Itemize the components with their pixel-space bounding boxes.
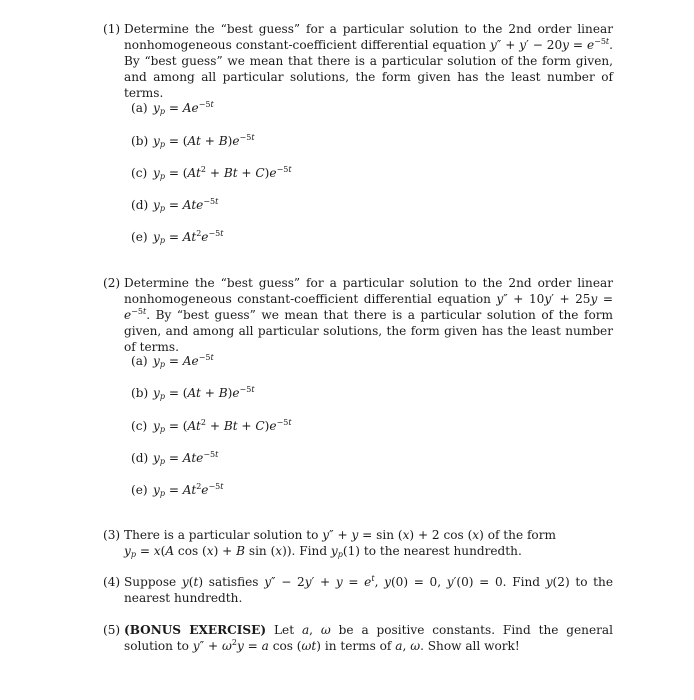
- problem-1-number: (1): [103, 22, 121, 36]
- problem-2-equation: $y'' + 10y' + 25y = e^{-5t}$.: [124, 292, 613, 322]
- problem-1: [103, 21, 613, 101]
- problem-5-text: (BONUS EXERCISE) Let a, ω be a positive constants. Find the general solution to $y'' + \omega^2y = a$ cos (ωt) in terms of a, ω. Show all work!: [124, 623, 613, 653]
- bonus-label: (BONUS EXERCISE): [124, 623, 267, 637]
- problem-1-option-c: (c) $y_p = (At^2 + Bt + C)e^{-5t}$: [131, 165, 292, 181]
- problem-2-option-a: (a) $y_p = Ae^{-5t}$: [131, 353, 214, 369]
- problem-2-number: (2): [103, 276, 121, 290]
- problem-5-equation: $y'' + \omega^2y = a$ cos (ωt): [192, 638, 321, 653]
- problem-3-equation: y″ + y = sin (x) + 2 cos (x): [322, 528, 484, 542]
- problem-3-form: $y_p = x(A$ cos (x) + B sin (x)).: [124, 544, 296, 559]
- problem-1-option-d: (d) $y_p = Ate^{-5t}$: [131, 197, 219, 213]
- problem-2-option-d: (d) $y_p = Ate^{-5t}$: [131, 450, 219, 466]
- problem-4-equation: $y'' - 2y' + y = e^t$, y(0) = 0, y′(0) = 0.: [264, 574, 507, 589]
- problem-2-option-e: (e) $y_p = At^2e^{-5t}$: [131, 482, 224, 498]
- problem-4: [103, 574, 613, 606]
- problem-2-text: Determine the “best guess” for a particular solution to the 2nd order linear nonhomogeneous constant-coefficient differential equation $y'' + 10y' + 25y = e^{-5t}$. By “best guess” we mean that there is a particular solution of the form given, and among all particular solutions, the form given has the least number of terms.: [124, 276, 613, 354]
- problem-5: [103, 622, 613, 654]
- problem-4-text: Suppose y(t) satisfies $y'' - 2y' + y = e^t$, y(0) = 0, y′(0) = 0. Find y(2) to the nearest hundredth.: [124, 574, 613, 605]
- problem-2-option-b: (b) $y_p = (At + B)e^{-5t}$: [131, 385, 255, 401]
- problem-5-number: (5): [103, 623, 121, 637]
- problem-3: [103, 527, 613, 559]
- problem-3-text: There is a particular solution to y″ + y = sin (x) + 2 cos (x) of the form $y_p = x(A$ cos (x) + B sin (x)). Find $y_p(1)$ to the nearest hundredth.: [124, 528, 556, 559]
- problem-1-option-a: (a) $y_p = Ae^{-5t}$: [131, 100, 214, 116]
- problem-2: [103, 275, 613, 355]
- problem-1-text: Determine the “best guess” for a particular solution to the 2nd order linear nonhomogeneous constant-coefficient differential equation $y'' + y' - 20y = e^{-5t}$. By “best guess” we mean that there is a particular solution of the form given, and among all particular solutions, the form given has the least number of terms.: [124, 22, 613, 100]
- problem-1-option-b: (b) $y_p = (At + B)e^{-5t}$: [131, 133, 255, 149]
- problem-3-number: (3): [103, 528, 121, 542]
- problem-1-option-e: (e) $y_p = At^2e^{-5t}$: [131, 229, 224, 245]
- problem-1-equation: $y'' + y' - 20y = e^{-5t}$.: [489, 37, 613, 52]
- problem-2-option-c: (c) $y_p = (At^2 + Bt + C)e^{-5t}$: [131, 418, 292, 434]
- problem-4-number: (4): [103, 575, 121, 589]
